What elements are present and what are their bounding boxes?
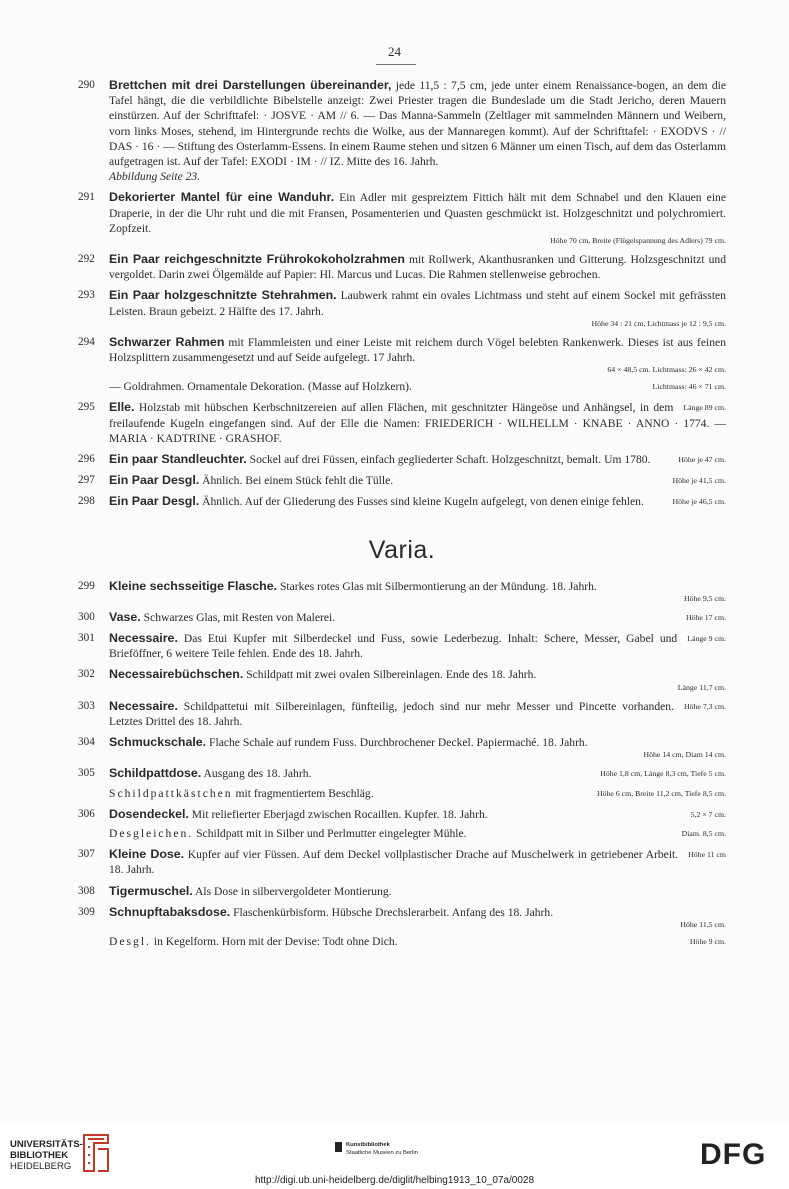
entry-title: Dosendeckel. [109,806,189,821]
entry-number: 300 [78,610,95,623]
entry-description: Starkes rotes Glas mit Silbermontierung an der Mündung. 18. Jahrh. [277,579,597,593]
entry-description: Mit reliefierter Eberjagd zwischen Rocaillen. Kupfer. 18. Jahrh. [188,807,488,821]
entry-title: Ein Paar reichgeschnitzte Frührokokoholzrahmen [109,252,405,267]
entry-main-line [109,78,726,169]
subitem-measure: Diam. 8,5 cm. [681,828,726,838]
entry-measure: 5,2 × 7 cm. [690,809,726,819]
entry-main-line [109,631,726,661]
entry-description: Sockel auf drei Füssen, einfach gegliederter Schaft. Holzgeschnitzt, bemalt. Um 1780. [246,453,651,467]
entry-main-line [109,807,726,822]
entry-measure-line: Höhe 11,5 cm. [680,919,726,929]
entry-title: Schnupftabaksdose. [109,904,231,919]
entry-title: Necessairebüchschen. [109,667,244,682]
entry-number: 296 [78,453,95,466]
subitem-description: Schildpatt mit in Silber und Perlmutter eingelegter Mühle. [193,826,467,840]
entry-main-line [109,400,726,446]
entry-subitem [109,379,726,394]
entry-number: 305 [78,767,95,780]
catalog-entry [78,579,726,604]
entry-measure: Höhe 1,8 cm, Länge 8,3 cm, Tiefe 5 cm. [600,769,726,779]
entry-measure-line: Höhe 14 cm, Diam 14 cm. [643,750,726,760]
entry-title: Necessaire. [109,698,178,713]
entry-number: 297 [78,474,95,487]
entry-measure-line: Höhe 70 cm, Breite (Flügelspannung des Adlers) 79 cm. [550,236,726,246]
entry-main-line [109,766,726,781]
entry-measure-line: Höhe 9,5 cm. [683,593,726,603]
entry-number: 290 [78,79,95,91]
entry-number: 307 [78,848,95,861]
entry-measure-line: 64 × 48,5 cm. Lichtmass: 26 × 42 cm. [607,365,726,375]
subitem-description: in Kegelform. Horn mit der Devise: Todt ohne Dich. [150,934,398,948]
subitem-description: mit fragmentiertem Beschläg. [232,786,374,800]
entry-description: Schwarzes Glas, mit Resten von Malerei. [140,610,336,624]
footer-bar [0,1125,789,1189]
source-url[interactable]: http://digi.ub.uni-heidelberg.de/diglit/helbing1913_10_07a/0028 [254,1175,535,1186]
entry-main-line [109,884,726,899]
catalog-entry [78,766,726,800]
entry-main-line [109,288,726,318]
entry-title: Dekorierter Mantel für eine Wanduhr. [109,190,335,205]
entry-title: Necessaire. [109,631,178,646]
entry-measure-line: Länge 11,7 cm. [677,682,726,692]
entry-measure: Höhe je 46,5 cm. [672,497,726,507]
entry-title: Schwarzer Rahmen [109,334,225,349]
catalog-group-wood [78,78,726,510]
entry-subitem [109,934,726,949]
entry-measure: Höhe je 47 cm. [678,455,726,465]
entry-subitem [109,826,726,841]
entry-description: Ähnlich. Auf der Gliederung des Fusses sind kleine Kugeln aufgelegt, von denen einige fehlen. [199,495,644,509]
kunstbibliothek-logo-icon [335,1142,342,1152]
entry-description: mit Rollwerk, Akanthusranken und Gitterung. Holzsgeschnitzt und vergoldet. Darin zwei Ölgemälde auf Papier: Hl. Marcus und Lucas. Die Rahmen stellenweise gebrochen. [109,253,726,282]
page-number-rule [376,64,416,65]
entry-description: Ähnlich. Bei einem Stück fehlt die Tülle. [199,474,394,488]
entry-note: Abbildung Seite 23. [109,170,201,184]
catalog-entry [78,288,726,328]
entry-number: 303 [78,699,95,712]
subitem-title: Desgl. [109,934,151,948]
entry-main-line [109,473,726,488]
entry-main-line [109,252,726,282]
entry-measure: Höhe 17 cm. [685,612,726,622]
catalog-entry [78,335,726,395]
entry-number: 294 [78,335,95,348]
entry-main-line [109,667,726,682]
entry-title: Schildpattdose. [109,766,202,781]
entry-description: Schildpattetui mit Silbereinlagen, fünfteilig, jedoch sind nur mehr Messer und Pincette vorhanden. Letztes Drittel des 18. Jahrh. [109,699,674,728]
entry-description: Laubwerk rahmt ein ovales Lichtmass und steht auf einem Sockel mit gefrässten Leisten. Braun gebeizt. 2 Hälfte des 17. Jahrh. [109,289,726,318]
kunstbibliothek-line-1: Kunstbibliothek [346,1142,390,1148]
entry-main-line [109,190,726,236]
entry-title: Brettchen mit drei Darstellungen übereinander, [109,78,392,92]
entry-measure: Länge 9 cm. [687,634,726,644]
entry-main-line [109,579,726,594]
university-line-2: BIBLIOTHEK [10,1150,69,1161]
entry-title: Kleine Dose. [109,847,185,862]
entry-measure: Höhe 11 cm [688,850,726,860]
entry-description: jede 11,5 : 7,5 cm, jede unter einem Renaissance-bogen, an dem die Tafel hängt, die die verbildlichte Bibelstelle anzeigt: Zwei Priester tragen die Bundeslade um die Stadt Jericho, deren Mauern einstürzen. Auf der Schrifttafel: · JOSVE · AM // 6. — Das Manna-Sammeln (Zeltlager mit sammelnden Männern und Weibern, vorn links Moses, stehend, im Hintergrunde rechts die Wolke, aus der Mannaregen kommt). Auf der Schrifttafel: · EXODVS · // DAS · 16 · — Stiftung des Osterlamm-Essens. In einem Raume stehen und sitzen 6 Männer um einen Tisch, auf dem das Osterlamm aufgetragen ist. Auf der Tafel: EXODI · IM · // IZ. Mitte des 16. Jahrh. [109,79,726,169]
entry-number: 301 [78,632,95,645]
entry-title: Ein paar Standleuchter. [109,452,247,467]
entry-title: Kleine sechsseitige Flasche. [109,578,278,593]
entry-main-line [109,847,726,877]
university-line-1: UNIVERSITÄTS- [10,1139,83,1150]
entry-measure-line: Höhe 34 : 21 cm, Lichtmass je 12 : 9,5 cm. [591,318,726,328]
entry-number: 299 [78,579,95,592]
entry-number: 295 [78,401,95,414]
entry-description: Flache Schale auf rundem Fuss. Durchbrochener Deckel. Papiermaché. 18. Jahrh. [206,736,588,750]
entry-number: 298 [78,495,95,508]
entry-title: Vase. [109,609,141,624]
entry-title: Ein Paar Desgl. [109,473,200,488]
kunstbibliothek-line-2: Staatliche Museen zu Berlin [346,1150,418,1156]
entry-number: 308 [78,884,95,897]
subitem-measure: Lichtmass: 46 × 71 cm. [652,382,726,392]
entry-description: Ein Adler mit gespreiztem Fittich hält mit dem Schnabel und den Klauen eine Draperie, in der die Uhr ruht und die mit Fransen, Posamenterien und Quasten geschmückt ist. Holzgeschnitzt und polychromiert. Zopfzeit. [109,191,726,235]
section-heading-varia: Varia. [368,535,436,564]
catalog-entry [78,884,726,899]
entry-main-line [109,699,726,729]
entry-title: Ein Paar Desgl. [109,494,200,509]
catalog-entry [78,631,726,661]
catalog-entry [78,667,726,692]
university-line-3: HEIDELBERG [10,1161,72,1172]
catalog-entry [78,252,726,282]
entry-measure: Höhe je 41,5 cm. [672,476,726,486]
entry-description: Schildpatt mit zwei ovalen Silbereinlagen. Ende des 18. Jahrh. [243,668,537,682]
entry-number: 304 [78,736,95,749]
entry-number: 292 [78,253,95,266]
catalog-entry [78,78,726,184]
entry-measure: Höhe 7,3 cm. [683,701,726,711]
catalog-entry [78,190,726,246]
subitem-measure: Höhe 6 cm, Breite 11,2 cm, Tiefe 8,5 cm. [597,788,726,798]
entry-description: Das Etui Kupfer mit Silberdeckel und Fuss, sowie Lederbezug. Inhalt: Schere, Messer, Gabel und Brieföffner, 6 weitere Teile fehlen. Ende des 18. Jahrh. [109,632,678,661]
entry-main-line [109,494,726,509]
entry-description: Flaschenkürbisform. Hübsche Drechslerarbeit. Anfang des 18. Jahrh. [230,905,554,919]
dfg-logo: DFG [700,1138,767,1171]
entry-main-line [109,335,726,365]
catalog-entry [78,735,726,760]
catalog-entry [78,905,726,949]
entry-title: Ein Paar holzgeschnitzte Stehrahmen. [109,288,337,303]
entry-main-line [109,735,726,750]
catalog-entry [78,400,726,446]
subitem-measure: Höhe 9 cm. [689,936,726,946]
entry-number: 302 [78,668,95,681]
university-library-label [10,1139,83,1172]
entry-number: 291 [78,191,95,204]
entry-description: Kupfer auf vier Füssen. Auf dem Deckel vollplastischer Drache auf Muschelwerk in getriebener Arbeit. 18. Jahrh. [109,848,679,877]
entry-main-line [109,452,726,467]
catalog-group-varia [78,579,726,949]
entry-description: mit Flammleisten und einer Leiste mit reichem durch Vögel belebten Rankenwerk. Dieses ist aus feinen Holzsplittern zusammengesetzt und auf Seide aufgelegt. 17 Jahrh. [109,335,726,365]
catalog-entry [78,699,726,729]
catalog-entry [78,473,726,488]
subitem-description: — Goldrahmen. Ornamentale Dekoration. (Masse auf Holzkern). [109,380,412,394]
catalog-entry [78,452,726,467]
entry-measure: Länge 89 cm. [683,403,726,413]
catalog-entry [78,494,726,509]
entry-title: Tigermuschel. [109,883,193,898]
catalog-entries [78,72,726,949]
entry-description: Als Dose in silbervergoldeter Montierung. [192,884,392,898]
entry-subitem [109,786,726,801]
heidelberg-logo-icon [80,1131,112,1175]
entry-title: Schmuckschale. [109,735,207,750]
entry-title: Elle. [109,400,135,415]
kunstbibliothek-label [346,1141,418,1157]
entry-number: 293 [78,289,95,302]
subitem-title: Schildpattkästchen [109,786,233,800]
entry-main-line [109,905,726,920]
entry-number: 309 [78,905,95,918]
catalog-entry [78,847,726,877]
catalog-entry [78,807,726,841]
entry-main-line [109,610,726,625]
entry-description: Holzstab mit hübschen Kerbschnitzereien auf allen Flächen, mit geschnitzter Hängeöse und Anhängsel, in dem freilaufende Kugeln eingefangen sind. Auf der Elle die Namen: FRIEDERICH · WILHELLM · KNABE · ANNO · 1774. — MARIA · KADTRINE · GRASHOF. [109,401,726,445]
catalog-entry [78,610,726,625]
entry-number: 306 [78,807,95,820]
page-number: 24 [388,44,401,59]
subitem-title: Desgleichen. [109,826,194,840]
entry-description: Ausgang des 18. Jahrh. [201,767,312,781]
